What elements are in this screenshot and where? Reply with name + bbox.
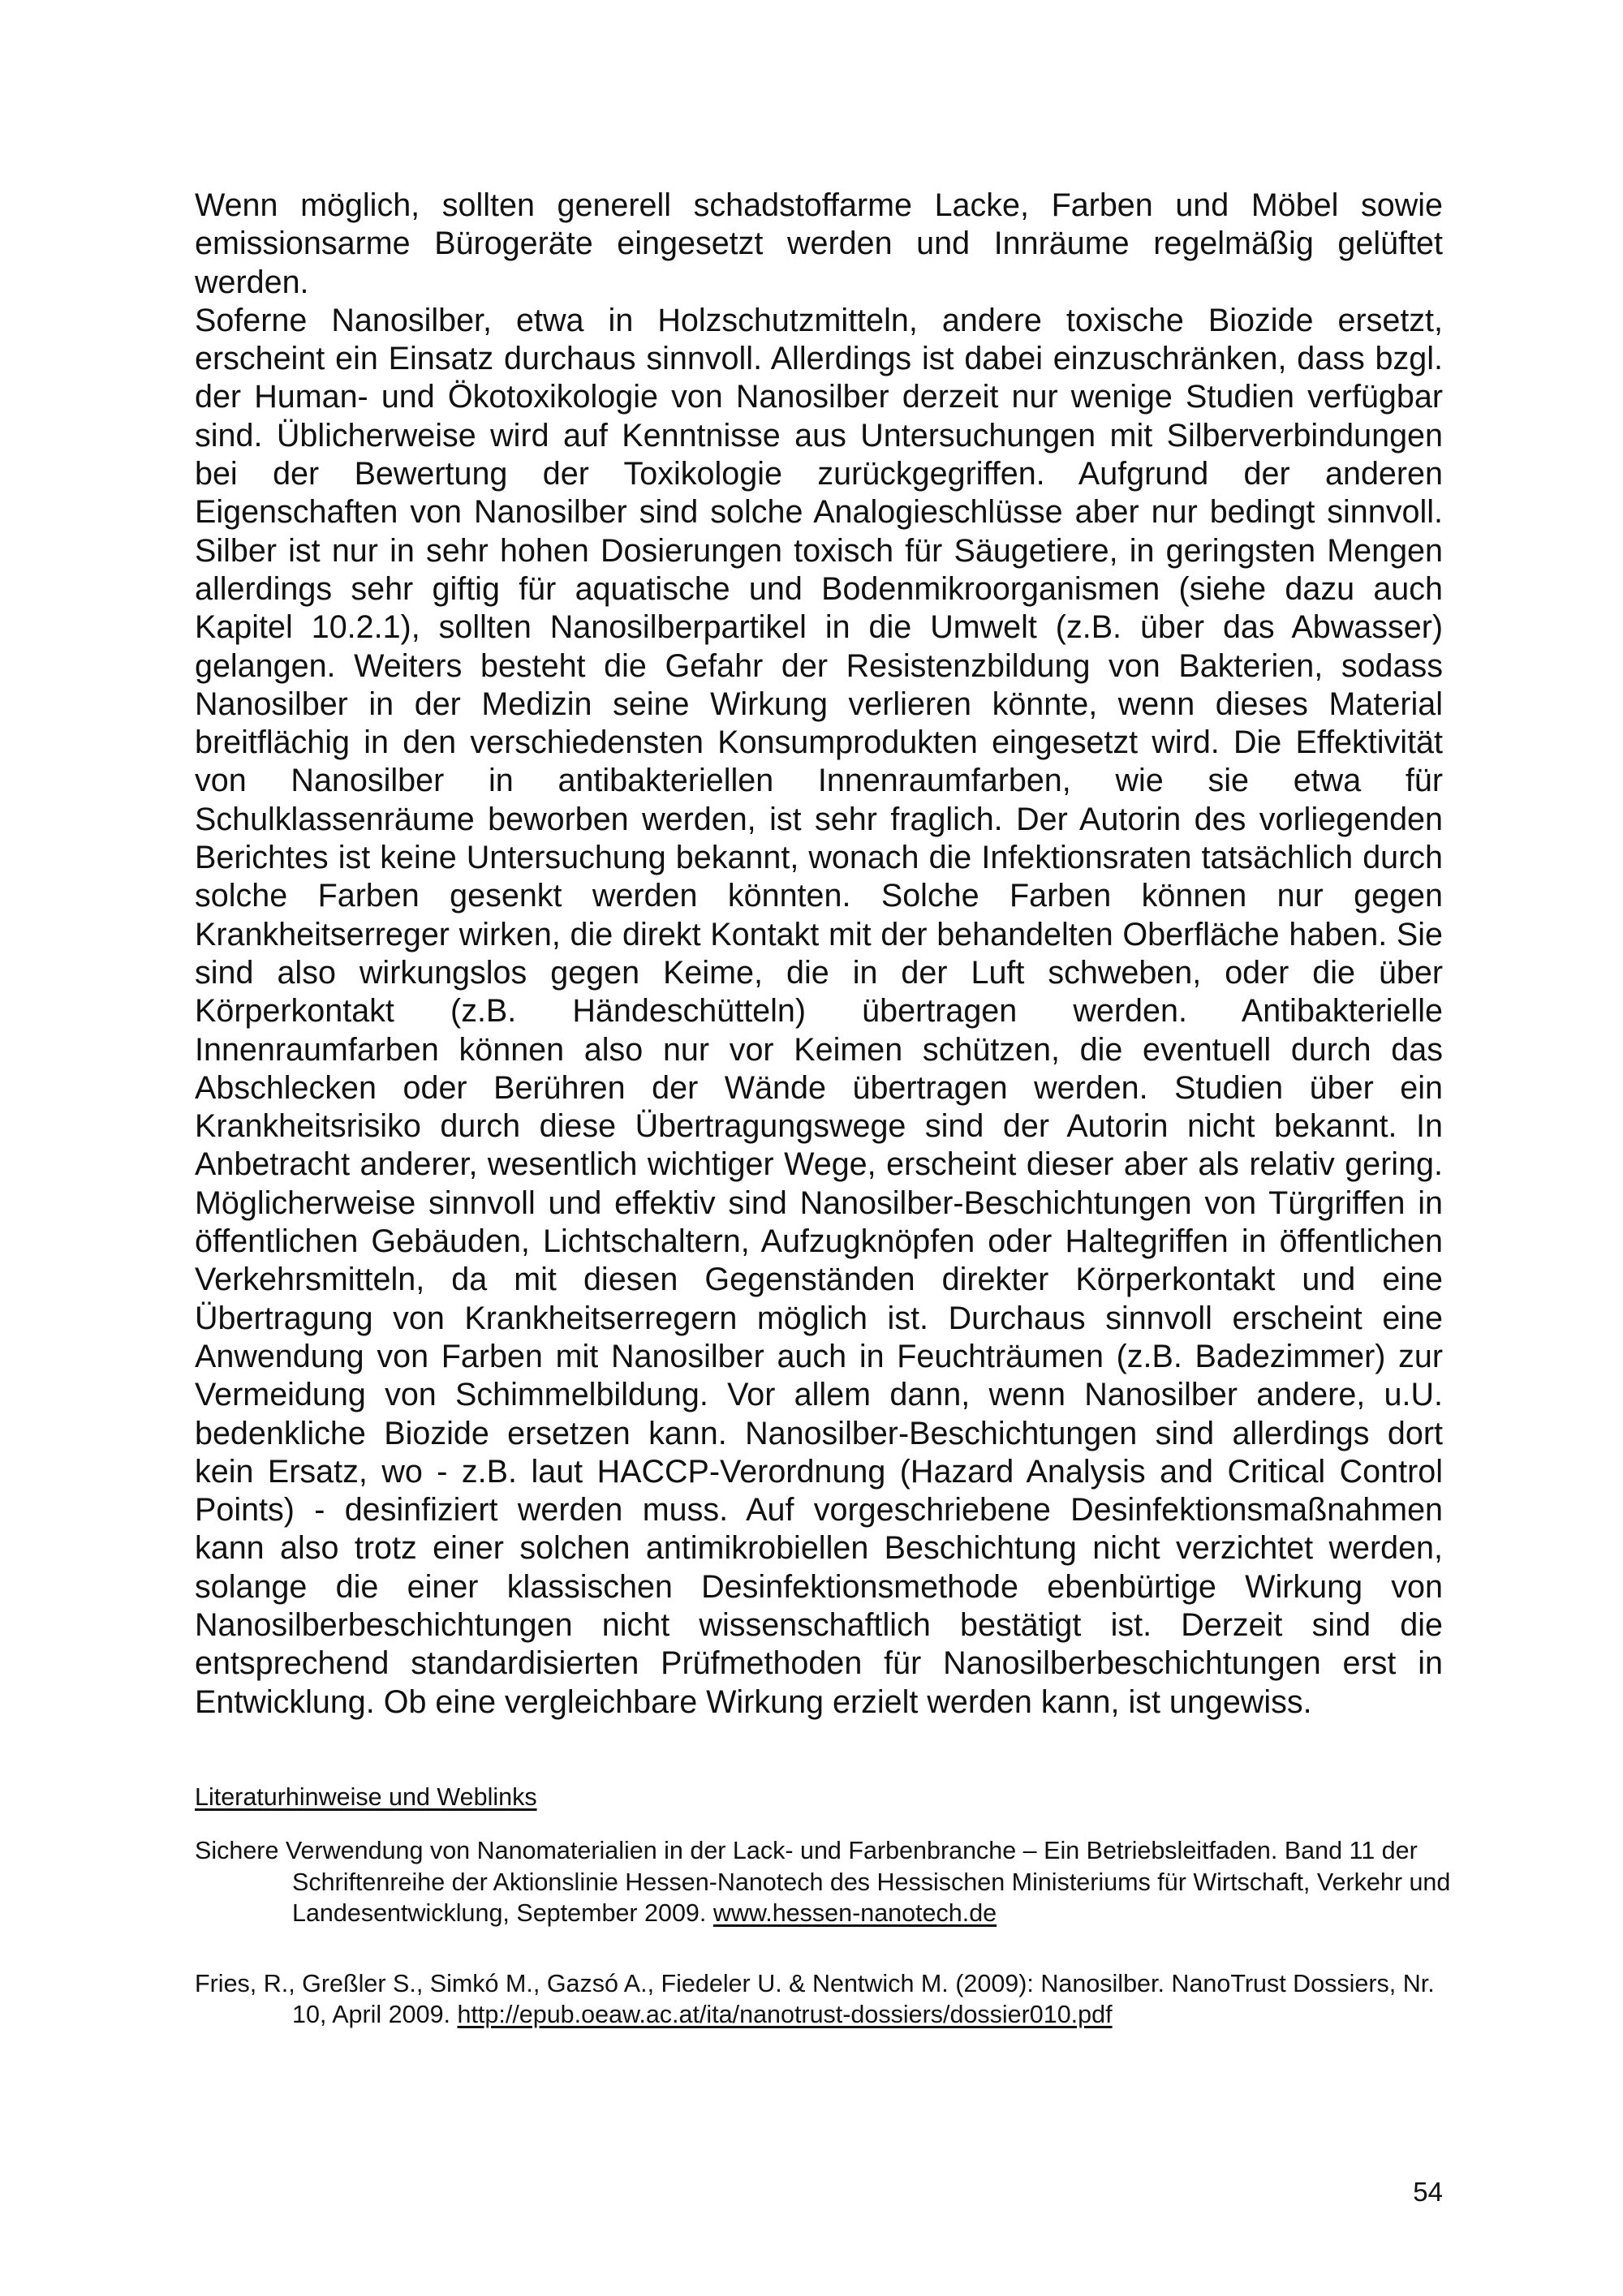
reference-link[interactable]: www.hessen-nanotech.de: [712, 1899, 997, 1927]
reference-text: Sichere Verwendung von Nanomaterialien in der Lack- und Farbenbranche – Ein Betriebsleitfaden. Band 11 der Schriftenreihe der Aktionslinie Hessen-Nanotech des Hessischen Ministeriums für Wirtschaft, Verkehr und Landesentwicklung, September 2009.: [195, 1837, 1451, 1927]
page-number: 54: [1413, 2177, 1443, 2207]
reference-text: Fries, R., Greßler S., Simkó M., Gazsó A., Fiedeler U. & Nentwich M. (2009): Nanosilber. NanoTrust Dossiers, Nr. 10, April 2009.: [195, 1969, 1435, 2028]
paragraph-nanosilver: Soferne Nanosilber, etwa in Holzschutzmitteln, andere toxische Biozide ersetzt, erscheint ein Einsatz durchaus sinnvoll. Allerdings ist dabei einzuschränken, dass bzgl. der Human- und Ökotoxikologie von Nanosilber derzeit nur wenige Studien verfügbar sind. Üblicherweise wird auf Kenntnisse aus Untersuchungen mit Silberverbindungen bei der Bewertung der Toxikologie zurückgegriffen. Aufgrund der anderen Eigenschaften von Nanosilber sind solche Analogieschlüsse aber nur bedingt sinnvoll. Silber ist nur in sehr hohen Dosierungen toxisch für Säugetiere, in geringsten Mengen allerdings sehr giftig für aquatische und Bodenmikroorganismen (siehe dazu auch Kapitel 10.2.1), sollten Nanosilberpartikel in die Umwelt (z.B. über das Abwasser) gelangen. Weiters besteht die Gefahr der Resistenzbildung von Bakterien, sodass Nanosilber in der Medizin seine Wirkung verlieren könnte, wenn dieses Material breitflächig in den verschiedensten Konsumprodukten eingesetzt wird. Die Effektivität von Nanosilber in antibakteriellen Innenraumfarben, wie sie etwa für Schulklassenräume beworben werden, ist sehr fraglich. Der Autorin des vorliegenden Berichtes ist keine Untersuchung bekannt, wonach die Infektionsraten tatsächlich durch solche Farben gesenkt werden könnten. Solche Farben können nur gegen Krankheitserreger wirken, die direkt Kontakt mit der behandelten Oberfläche haben. Sie sind also wirkungslos gegen Keime, die in der Luft schweben, oder die über Körperkontakt (z.B. Händeschütteln) übertragen werden. Antibakterielle Innenraumfarben können also nur vor Keimen schützen, die eventuell durch das Abschlecken oder Berühren der Wände übertragen werden. Studien über ein Krankheitsrisiko durch diese Übertragungswege sind der Autorin nicht bekannt. In Anbetracht anderer, wesentlich wichtiger Wege, erscheint dieser aber als relativ gering. Möglicherweise sinnvoll und effektiv sind Nanosilber-Beschichtungen von Türgriffen in öffentlichen Gebäuden, Lichtschaltern, Aufzugknöpfen oder Haltegriffen in öffentlichen Verkehrsmitteln, da mit diesen Gegenständen direkter Körperkontakt und eine Übertragung von Krankheitserregern möglich ist. Durchaus sinnvoll erscheint eine Anwendung von Farben mit Nanosilber auch in Feuchträumen (z.B. Badezimmer) zur Vermeidung von Schimmelbildung. Vor allem dann, wenn Nanosilber andere, u.U. bedenkliche Biozide ersetzen kann. Nanosilber-Beschichtungen sind allerdings dort kein Ersatz, wo - z.B. laut HACCP-Verordnung (Hazard Analysis and Critical Control Points) - desinfiziert werden muss. Auf vorgeschriebene Desinfektionsmaßnahmen kann also trotz einer solchen antimikrobiellen Beschichtung nicht verzichtet werden, solange die einer klassischen Desinfektionsmethode ebenbürtige Wirkung von Nanosilberbeschichtungen nicht wissenschaftlich bestätigt ist. Derzeit sind die entsprechend standardisierten Prüfmethoden für Nanosilberbeschichtungen erst in Entwicklung. Ob eine vergleichbare Wirkung erzielt werden kann, ist ungewiss.: [195, 302, 1443, 1720]
paragraph-ventilation: Wenn möglich, sollten generell schadstoffarme Lacke, Farben und Möbel sowie emissionsarme Bürogeräte eingesetzt werden und Innräume regelmäßig gelüftet werden.: [195, 187, 1443, 300]
reference-item: [195, 1968, 1461, 2031]
reference-list: [195, 1835, 1461, 2070]
body-text: [195, 187, 1443, 1722]
references-heading: Literaturhinweise und Weblinks: [195, 1783, 537, 1811]
reference-link[interactable]: http://epub.oeaw.ac.at/ita/nanotrust-dossiers/dossier010.pdf: [457, 2001, 1113, 2028]
reference-item: [195, 1835, 1461, 1929]
